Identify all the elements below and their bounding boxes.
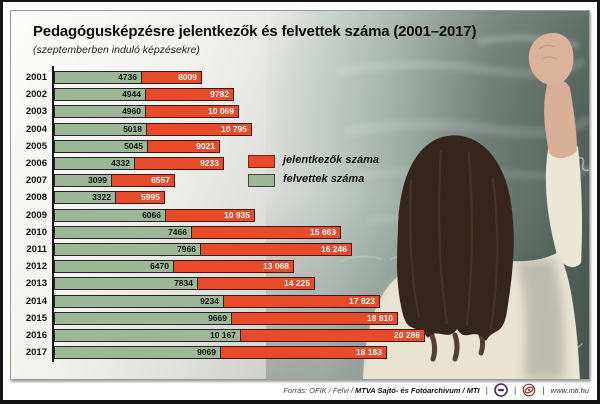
bar-value-admitted: 9669 [208, 312, 227, 323]
bar-value-admitted: 6066 [142, 209, 161, 220]
bar-value-applicants: 10 795 [221, 123, 247, 134]
source-text [283, 386, 479, 395]
bar-row [11, 191, 590, 204]
bar-admitted [54, 105, 146, 118]
legend-label-applicants: jelentkezők száma [283, 154, 379, 166]
bar-value-applicants: 8009 [178, 72, 197, 82]
year-label: 2011 [26, 244, 47, 255]
bar-row [11, 140, 590, 153]
bar-value-applicants: 9782 [210, 89, 229, 100]
bar-admitted [54, 140, 148, 153]
bar-admitted [54, 260, 174, 273]
bar-value-applicants: 9233 [200, 158, 219, 168]
mti-logo-icon [522, 383, 536, 397]
bar-admitted [54, 209, 166, 222]
footer [283, 382, 589, 398]
year-label: 2014 [25, 295, 47, 307]
bar-admitted [54, 312, 232, 325]
content-box [10, 10, 590, 380]
bar-value-admitted: 5045 [124, 140, 143, 151]
bar-value-admitted: 9069 [197, 347, 216, 358]
bar-value-admitted: 9234 [200, 295, 219, 306]
footer-separator: | [485, 385, 488, 395]
bar-row [11, 329, 590, 342]
year-label: 2008 [25, 192, 47, 204]
year-label: 2003 [25, 106, 47, 118]
bar-value-admitted: 4736 [118, 72, 137, 82]
bar-admitted [54, 88, 146, 101]
footer-separator: | [513, 385, 517, 395]
bar-value-admitted: 3322 [92, 192, 111, 203]
bar-value-applicants: 16 246 [321, 244, 347, 254]
year-label: 2001 [25, 72, 47, 83]
year-label: 2016 [25, 330, 47, 341]
year-label: 2010 [25, 226, 47, 238]
year-label: 2009 [25, 209, 47, 221]
bar-row [11, 295, 590, 308]
bar-value-applicants: 5995 [141, 192, 160, 203]
bar-value-applicants: 18 183 [356, 347, 382, 358]
bar-admitted [54, 157, 135, 170]
bar-row [11, 260, 590, 273]
bar-value-admitted: 7834 [174, 278, 193, 289]
year-label: 2002 [25, 89, 47, 101]
year-label: 2013 [25, 278, 47, 290]
bar-value-applicants: 13 068 [263, 261, 289, 272]
chart-title: Pedagógusképzésre jelentkezők és felvettek száma (2001–2017) [33, 23, 477, 40]
year-label: 2012 [25, 261, 47, 273]
bar-admitted [54, 329, 241, 342]
bar-row [11, 277, 590, 290]
bar-row [11, 71, 590, 84]
chart [11, 11, 590, 379]
bar-row [11, 123, 590, 136]
bar-value-applicants: 18 810 [367, 312, 393, 323]
bar-value-admitted: 5018 [123, 123, 142, 134]
mtva-logo-icon [494, 383, 508, 397]
bar-value-admitted: 6470 [150, 261, 169, 272]
source-publisher: MTVA Sajtó- és Fotóarchivum / MTI [355, 385, 480, 395]
bar-row [11, 226, 590, 239]
bar-admitted [54, 191, 116, 204]
legend-swatch-admitted-icon [248, 174, 275, 187]
bar-value-admitted: 3099 [88, 175, 107, 186]
source-prefix: Forrás: OFIK / Felvi / [283, 385, 356, 395]
website-text: www.mti.hu [550, 385, 589, 395]
bar-admitted [54, 243, 201, 256]
bar-value-admitted: 4960 [122, 106, 141, 117]
bar-value-admitted: 10 167 [210, 330, 236, 340]
bar-value-applicants: 14 225 [284, 278, 310, 289]
bar-row [11, 105, 590, 118]
bar-value-admitted: 4944 [122, 89, 141, 100]
bar-value-applicants: 9021 [196, 140, 215, 151]
year-label: 2015 [25, 312, 47, 324]
year-label: 2004 [25, 123, 47, 135]
bar-admitted [54, 277, 198, 290]
bar-value-admitted: 4332 [111, 158, 130, 168]
bar-row [11, 312, 590, 325]
bar-admitted [54, 346, 221, 359]
bar-value-admitted: 7966 [177, 244, 196, 254]
bar-row [11, 243, 590, 256]
chart-subtitle: (szeptemberben induló képzésekre) [33, 44, 200, 56]
footer-separator: | [542, 385, 545, 395]
year-label: 2017 [25, 347, 47, 359]
bar-value-applicants: 10 935 [224, 209, 250, 220]
bar-admitted [54, 226, 192, 239]
legend-label-admitted: felvettek száma [283, 173, 365, 185]
bar-row [11, 209, 590, 222]
bar-admitted [54, 174, 112, 187]
bar-admitted [54, 71, 142, 84]
bar-value-applicants: 10 069 [208, 106, 234, 117]
bar-value-applicants: 20 286 [394, 330, 420, 340]
bar-value-applicants: 17 823 [349, 295, 375, 306]
bar-row [11, 346, 590, 359]
legend-swatch-applicants-icon [248, 155, 275, 168]
year-label: 2007 [25, 175, 47, 187]
bar-value-admitted: 7466 [168, 226, 187, 237]
bar-row [11, 88, 590, 101]
year-label: 2006 [25, 158, 47, 169]
year-label: 2005 [25, 140, 47, 152]
bar-admitted [54, 295, 224, 308]
bar-admitted [54, 123, 147, 136]
bar-value-applicants: 6557 [151, 175, 170, 186]
bar-value-applicants: 15 663 [310, 226, 336, 237]
